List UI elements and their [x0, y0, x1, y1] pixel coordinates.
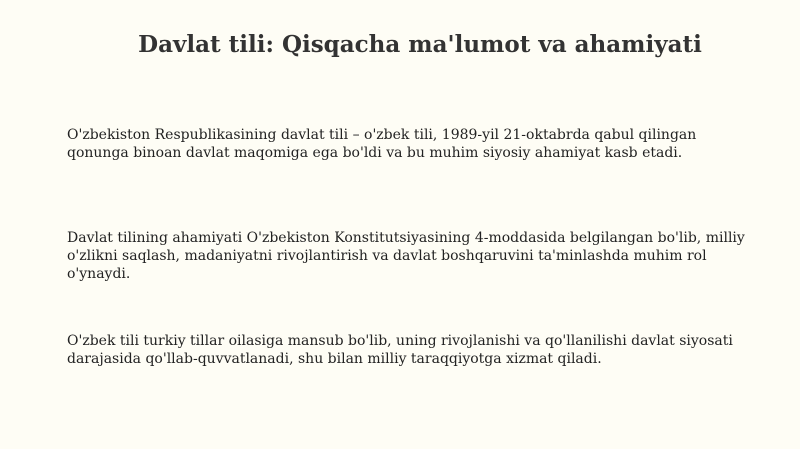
paragraph-1: O'zbekiston Respublikasining davlat tili – o'zbek tili, 1989-yil 21-oktabrda qabul qilingan qonunga binoan davlat maqomiga ega bo'ldi va bu muhim siyosiy ahamiyat kasb etadi.: [67, 127, 697, 161]
slide-title: Davlat tili: Qisqacha ma'lumot va ahamiyati: [138, 31, 702, 58]
paragraph-3: O'zbek tili turkiy tillar oilasiga mansub bo'lib, uning rivojlanishi va qo'llanilishi davlat siyosati darajasida qo'llab-quvvatlanadi, shu bilan milliy taraqqiyotga xizmat qiladi.: [67, 333, 733, 367]
paragraph-2: Davlat tilining ahamiyati O'zbekiston Konstitutsiyasining 4-moddasida belgilangan bo'lib, milliy o'zlikni saqlash, madaniyatni rivojlantirish va davlat boshqaruvini ta'minlashda muhim rol o'ynaydi.: [67, 230, 745, 282]
